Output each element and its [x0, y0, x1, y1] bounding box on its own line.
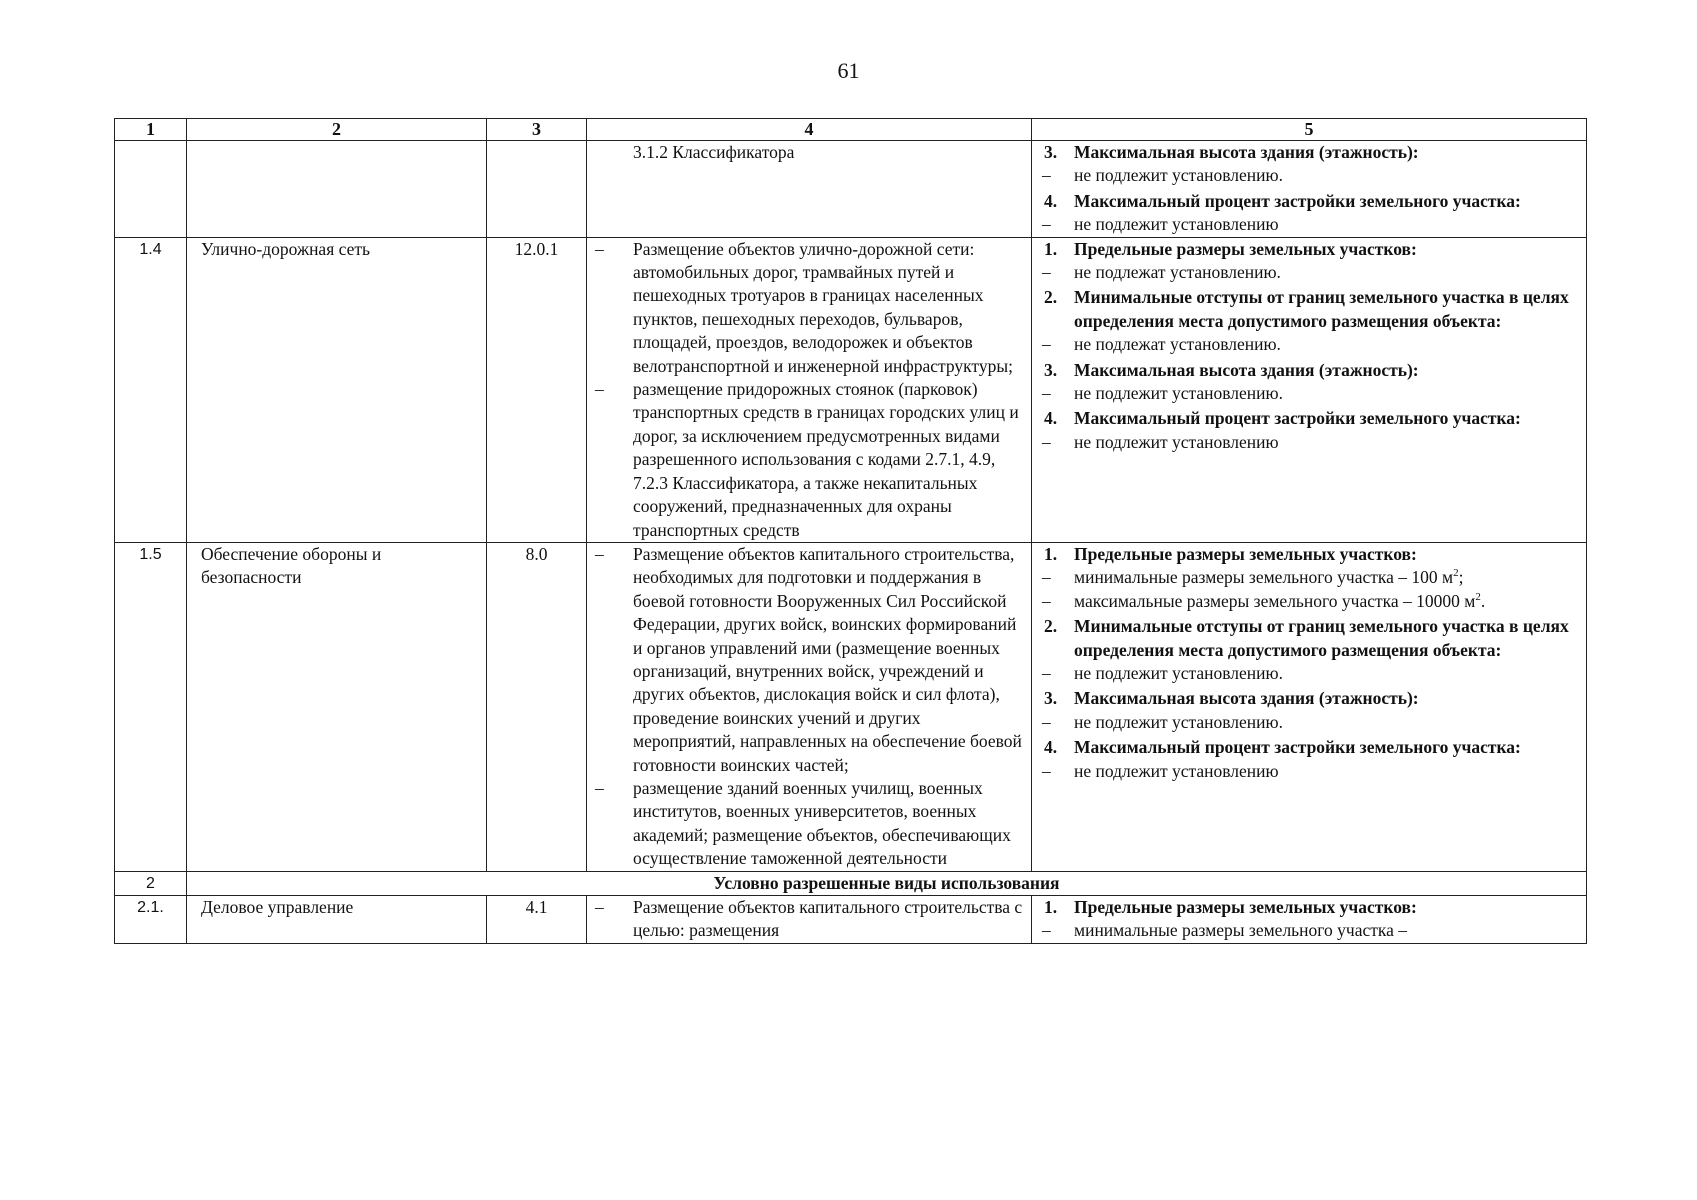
parameter-value: [1038, 333, 1580, 356]
dash-marker: –: [1042, 760, 1051, 781]
parameter-value-text: не подлежит установлению: [1074, 214, 1279, 235]
table-row: [115, 896, 1587, 944]
table-row: [115, 141, 1587, 238]
parameter-value: [1038, 566, 1580, 589]
parameter-number: 4.: [1044, 737, 1058, 758]
description-bullet: [595, 238, 1025, 378]
header-col-5: 5: [1032, 119, 1587, 141]
dash-marker: –: [1042, 590, 1051, 611]
parameter-value: [1038, 431, 1580, 454]
description-bullet-text: Размещение объектов улично-дорожной сети: автомобильных дорог, трамвайных путей и пешеходных тротуаров в границах населенных пунктов, пешеходных переходов, бульваров, площадей, проездов, велодорожек и объектов велотранспортной и инженерной инфраструктуры;: [633, 238, 1013, 376]
parameter-number: 2.: [1044, 287, 1058, 308]
parameter-number: 3.: [1044, 142, 1058, 162]
parameter-heading: [1038, 141, 1580, 164]
dash-marker: –: [1042, 920, 1051, 941]
parameter-value: [1038, 760, 1580, 783]
classifier-code: [487, 141, 587, 238]
header-col-3: 3: [487, 119, 587, 141]
description-bullet-text: Размещение объектов капитального строительства, необходимых для подготовки и поддержания в боевой готовности Вооруженных Сил Российской Федерации, других войск, воинских формирований и органов управлений ими (размещение военных организаций, внутренних войск, учреждений и других объектов, дислокация войск и сил флота), проведение воинских учений и других мероприятий, направленных на обеспечение боевой готовности воинских частей;: [633, 543, 1022, 775]
use-type-name: Деловое управление: [187, 896, 487, 944]
dash-marker: –: [595, 777, 604, 798]
dash-marker: –: [1042, 567, 1051, 588]
description-bullet-text: размещение зданий военных училищ, военных институтов, военных университетов, военных академий; размещение объектов, обеспечивающих осуществление таможенной деятельности: [633, 777, 1011, 869]
parameter-value-text: минимальные размеры земельного участка –: [1074, 920, 1408, 941]
use-type-name: [187, 141, 487, 238]
dash-marker: –: [595, 897, 604, 917]
use-description: [587, 141, 1032, 238]
parameter-value-text: минимальные размеры земельного участка – 100 $м^2$;: [1074, 567, 1464, 588]
description-bullet-text: Размещение объектов капитального строительства с целью: размещения: [633, 897, 1023, 941]
description-bullet-text: размещение придорожных стоянок (парковок) транспортных средств в границах городских улиц и дорог, за исключением предусмотренных видами разрешенного использования с кодами 2.7.1, 4.9, 7.2.3 Классификатора, а также некапитальных сооружений, предназначенных для охраны транспортных средств: [633, 379, 1019, 540]
parameter-heading: [1038, 615, 1580, 662]
parameter-heading: [1038, 238, 1580, 261]
page-number: 61: [837, 58, 860, 83]
classifier-code: 4.1: [487, 896, 587, 944]
use-type-name: Улично-дорожная сеть: [187, 237, 487, 542]
parameter-value-text: не подлежат установлению.: [1074, 262, 1281, 283]
dash-marker: –: [1042, 662, 1051, 683]
parameters-cell: [1032, 896, 1587, 944]
use-description: [587, 896, 1032, 944]
dash-marker: –: [595, 543, 604, 564]
dash-marker: –: [1042, 711, 1051, 732]
parameter-heading: [1038, 190, 1580, 213]
parameter-title: Предельные размеры земельных участков:: [1074, 543, 1417, 564]
use-description: [587, 237, 1032, 542]
parameter-number: 1.: [1044, 897, 1058, 917]
header-col-2: 2: [187, 119, 487, 141]
parameter-value-text: не подлежит установлению.: [1074, 662, 1283, 683]
parameter-number: 1.: [1044, 238, 1058, 259]
description-bullet: [595, 543, 1025, 777]
section-row: [115, 871, 1587, 895]
parameter-number: 1.: [1044, 543, 1058, 564]
parameter-number: 3.: [1044, 359, 1058, 380]
parameter-number: 3.: [1044, 688, 1058, 709]
description-bullet: [595, 896, 1025, 943]
header-col-1: 1: [115, 119, 187, 141]
parameter-value: [1038, 213, 1580, 236]
dash-marker: –: [1042, 214, 1051, 235]
parameter-heading: [1038, 736, 1580, 759]
classifier-code: 12.0.1: [487, 237, 587, 542]
use-type-name: Обеспечение обороны и безопасности: [187, 542, 487, 871]
parameters-cell: [1032, 141, 1587, 238]
parameter-value: [1038, 164, 1580, 187]
description-bullet: [595, 777, 1025, 871]
section-number: 2: [115, 871, 187, 895]
parameter-number: 4.: [1044, 190, 1058, 211]
section-title: Условно разрешенные виды использования: [187, 871, 1587, 895]
parameter-heading: [1038, 687, 1580, 710]
dash-marker: –: [1042, 165, 1051, 186]
dash-marker: –: [1042, 383, 1051, 404]
parameter-value-text: максимальные размеры земельного участка – 10000 $м^2$.: [1074, 590, 1486, 611]
dash-marker: –: [595, 238, 604, 259]
parameter-value-text: не подлежат установлению.: [1074, 334, 1281, 355]
use-description: [587, 542, 1032, 871]
parameter-title: Максимальная высота здания (этажность):: [1074, 688, 1419, 709]
parameter-value: [1038, 382, 1580, 405]
parameter-value-text: не подлежит установлению: [1074, 431, 1279, 452]
row-number: 2.1.: [115, 896, 187, 944]
row-number: 1.4: [115, 237, 187, 542]
dash-marker: –: [1042, 262, 1051, 283]
parameter-title: Предельные размеры земельных участков:: [1074, 238, 1417, 259]
parameter-number: 2.: [1044, 616, 1058, 637]
parameter-number: 4.: [1044, 408, 1058, 429]
parameter-value-text: не подлежит установлению.: [1074, 165, 1283, 186]
parameter-title: Максимальный процент застройки земельного участка:: [1074, 408, 1521, 429]
parameter-heading: [1038, 359, 1580, 382]
parameter-title: Минимальные отступы от границ земельного участка в целях определения места допустимого размещения объекта:: [1074, 616, 1569, 660]
description-bullet: [595, 378, 1025, 542]
parameter-value: [1038, 261, 1580, 284]
parameters-cell: [1032, 237, 1587, 542]
header-col-4: 4: [587, 119, 1032, 141]
parameter-value-text: не подлежит установлению.: [1074, 711, 1283, 732]
description-text: 3.1.2 Классификатора: [633, 142, 795, 162]
parameter-heading: [1038, 543, 1580, 566]
parameters-cell: [1032, 542, 1587, 871]
parameter-value-text: не подлежит установлению.: [1074, 383, 1283, 404]
zoning-table: [114, 118, 1587, 944]
classifier-code: 8.0: [487, 542, 587, 871]
table-row: [115, 542, 1587, 871]
table-row: [115, 237, 1587, 542]
parameter-heading: [1038, 286, 1580, 333]
parameter-title: Максимальная высота здания (этажность):: [1074, 359, 1419, 380]
dash-marker: –: [1042, 334, 1051, 355]
dash-marker: –: [1042, 431, 1051, 452]
parameter-value: [1038, 662, 1580, 685]
parameter-heading: [1038, 407, 1580, 430]
row-number: [115, 141, 187, 238]
dash-marker: –: [595, 379, 604, 400]
parameter-title: Минимальные отступы от границ земельного участка в целях определения места допустимого размещения объекта:: [1074, 287, 1569, 331]
parameter-title: Максимальная высота здания (этажность):: [1074, 142, 1419, 162]
parameter-value: [1038, 711, 1580, 734]
row-number: 1.5: [115, 542, 187, 871]
parameter-title: Максимальный процент застройки земельного участка:: [1074, 190, 1521, 211]
table-header-row: [115, 119, 1587, 141]
parameter-title: Максимальный процент застройки земельного участка:: [1074, 737, 1521, 758]
parameter-value: [1038, 590, 1580, 613]
parameter-value: [1038, 919, 1580, 942]
parameter-heading: [1038, 896, 1580, 919]
parameter-value-text: не подлежит установлению: [1074, 760, 1279, 781]
parameter-title: Предельные размеры земельных участков:: [1074, 897, 1417, 917]
